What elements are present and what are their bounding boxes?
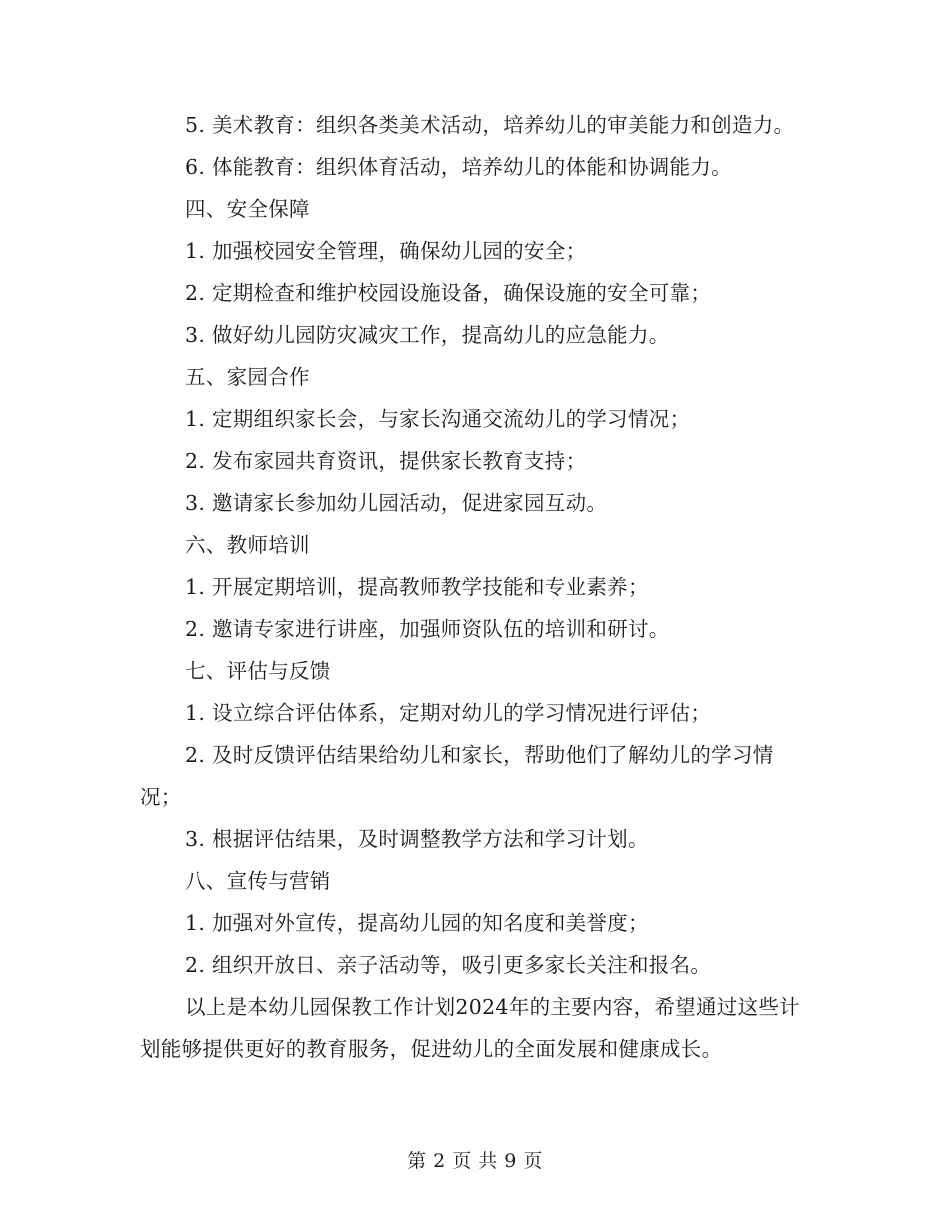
paragraph-training-2: 2. 邀请专家进行讲座，加强师资队伍的培训和研讨。: [185, 617, 670, 641]
paragraph-publicity-1: 1. 加强对外宣传，提高幼儿园的知名度和美誉度；: [185, 911, 649, 935]
paragraph-publicity-2: 2. 组织开放日、亲子活动等，吸引更多家长关注和报名。: [185, 953, 712, 977]
section-heading-safety: 四、安全保障: [185, 197, 310, 221]
paragraph-safety-3: 3. 做好幼儿园防灾减灾工作，提高幼儿的应急能力。: [185, 323, 670, 347]
paragraph-evaluation-2: 2. 及时反馈评估结果给幼儿和家长，帮助他们了解幼儿的学习情况；: [140, 743, 774, 809]
page-number-footer: 第 2 页 共 9 页: [407, 1150, 543, 1172]
paragraph-home-school-3: 3. 邀请家长参加幼儿园活动，促进家园互动。: [185, 491, 608, 515]
paragraph-evaluation-1: 1. 设立综合评估体系，定期对幼儿的学习情况进行评估；: [185, 701, 712, 725]
section-heading-evaluation: 七、评估与反馈: [185, 659, 331, 683]
paragraph-training-1: 1. 开展定期培训，提高教师教学技能和专业素养；: [185, 575, 649, 599]
document-body: [140, 104, 810, 1070]
section-heading-teacher-training: 六、教师培训: [185, 533, 310, 557]
paragraph-home-school-2: 2. 发布家园共育资讯，提供家长教育支持；: [185, 449, 587, 473]
paragraph-evaluation-3: 3. 根据评估结果，及时调整教学方法和学习计划。: [185, 827, 649, 851]
section-heading-publicity: 八、宣传与营销: [185, 869, 331, 893]
paragraph-home-school-1: 1. 定期组织家长会，与家长沟通交流幼儿的学习情况；: [185, 407, 691, 431]
section-heading-home-school: 五、家园合作: [185, 365, 310, 389]
paragraph-conclusion: 以上是本幼儿园保教工作计划2024年的主要内容，希望通过这些计划能够提供更好的教育服务，促进幼儿的全面发展和健康成长。: [140, 995, 800, 1061]
paragraph-art-education: 5. 美术教育：组织各类美术活动，培养幼儿的审美能力和创造力。: [185, 113, 795, 137]
paragraph-safety-1: 1. 加强校园安全管理，确保幼儿园的安全；: [185, 239, 587, 263]
paragraph-physical-education: 6. 体能教育：组织体育活动，培养幼儿的体能和协调能力。: [185, 155, 732, 179]
paragraph-safety-2: 2. 定期检查和维护校园设施设备，确保设施的安全可靠；: [185, 281, 712, 305]
